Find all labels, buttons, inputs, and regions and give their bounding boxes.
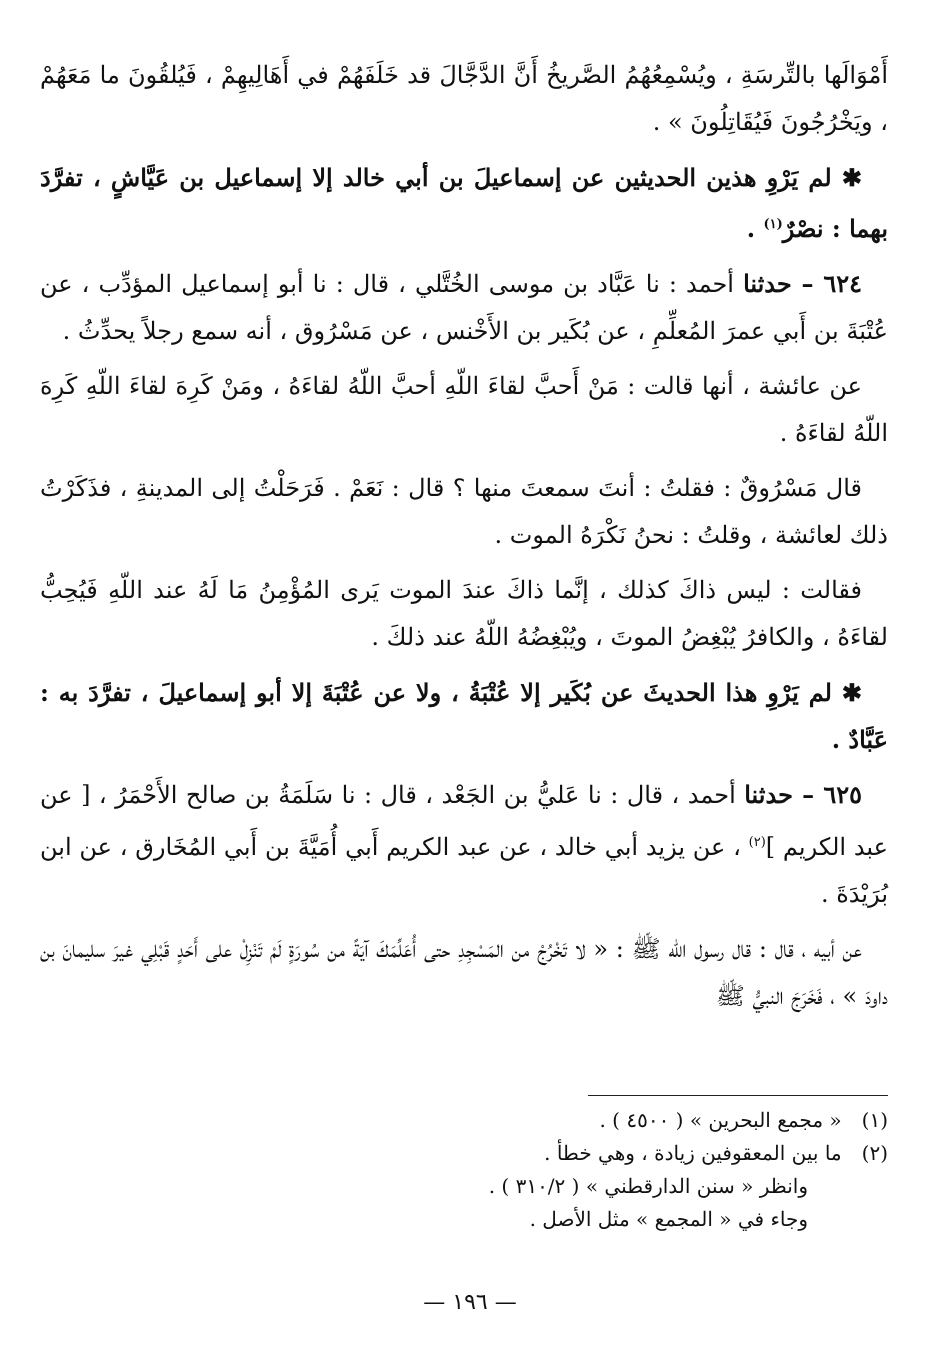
- footnote-ref-2: (٢): [748, 835, 766, 850]
- paragraph-9-text: عن أبيه ، قال : قال رسول الله ﷺ : « لا تَخْرُجْ من المَسْجِدِ حتى أُعَلِّمَكَ آيَةً من سُورَةٍ لَمْ تَنْزِلْ على أَحَدٍ قَبْلِي غيرَ سليمانَ بن داودَ » ، فَخَرَجَ النبيُّ ﷺ: [40, 935, 888, 1010]
- paragraph-1-text: أَمْوَالَها بالتِّرسَةِ ، ويُسْمِعُهُمُ الصَّريخُ أَنَّ الدَّجَّالَ قد خَلَفَهُمْ في أَهَالِيهِمْ ، فَيُلقُونَ ما مَعَهُمْ ، ويَخْرُجُونَ فَيُقَاتِلُونَ » .: [40, 61, 888, 136]
- paragraph-6: [40, 567, 888, 661]
- main-text: [40, 52, 888, 1028]
- paragraph-7-note: [40, 669, 888, 763]
- footnote-2: [108, 1137, 888, 1170]
- paragraph-2-note: [40, 154, 888, 252]
- paragraph-7-text: لم يَرْوِ هذا الحديثَ عن بُكَير إلا عُتْبَةُ ، ولا عن عُتْبَةَ إلا أبو إسماعيلَ ، تفرَّدَ به : عَبَّادٌ .: [40, 678, 888, 754]
- hadith-624-isnad: أحمد : نا عَبَّاد بن موسى الخُتَّلي ، قال : نا أبو إسماعيل المؤدِّب ، عن عُتْبَةَ بن أَبي عمرَ المُعلِّمِ ، عن بُكَير بن الأَخْنس ، عن مَسْرُوق ، أنه سمع رجلاً يحدِّثُ .: [40, 270, 888, 345]
- paragraph-5: [40, 465, 888, 559]
- star-icon: ✱: [841, 163, 863, 192]
- footnote-1-text: « مجمع البحرين » ( ٤٥٠٠ ) .: [599, 1108, 842, 1132]
- footnote-1: [108, 1104, 888, 1137]
- footnote-divider: [588, 1095, 888, 1096]
- footnotes: [108, 1104, 888, 1236]
- footnote-2-number: (٢): [861, 1141, 888, 1165]
- hadith-624: [40, 260, 888, 355]
- footnote-2-line-3: وجاء في « المجمع » مثل الأصل .: [529, 1207, 808, 1231]
- paragraph-4: [40, 363, 888, 457]
- paragraph-2-end: .: [746, 214, 756, 243]
- paragraph-6-text: فقالت : ليس ذاكَ كذلك ، إنَّما ذاكَ عندَ الموت يَرى المُؤْمِنُ مَا لَهُ عند اللّهِ فَيُحِبُّ لقاءَهُ ، والكافرُ يُبْغِضُ الموتَ ، ويُبْغِضُهُ اللّهُ عند ذلكَ .: [40, 576, 888, 651]
- hadith-625-number: ٦٢٥ – حدثنا: [744, 780, 862, 809]
- page-number: — ١٩٦ —: [423, 1290, 517, 1315]
- paragraph-5-text: قال مَسْرُوقٌ : فقلتُ : أنتَ سمعتَ منها ؟ قال : نَعَمْ . فَرَحَلْتُ إلى المدينةِ ، فذَكَرْتُ ذلك لعائشة ، وقلتُ : نحنُ نَكْرَهُ الموت .: [40, 474, 888, 549]
- star-icon: ✱: [841, 678, 862, 707]
- footnote-1-number: (١): [861, 1108, 888, 1132]
- footnote-2-text: ما بين المعقوفين زيادة ، وهي خطأ .: [544, 1141, 842, 1165]
- hadith-625: [40, 771, 888, 918]
- footnote-2-line-2: وانظر « سنن الدارقطني » ( ٣١٠/٢ ) .: [488, 1174, 808, 1198]
- paragraph-1: [40, 52, 888, 146]
- footnote-ref-1: (١): [763, 217, 783, 232]
- paragraph-4-text: عن عائشة ، أنها قالت : مَنْ أَحبَّ لقاءَ اللّهِ أحبَّ اللّهُ لقاءَهُ ، ومَنْ كَرِهَ لقاءَ اللّهِ كَرِهَ اللّهُ لقاءَهُ .: [40, 372, 888, 447]
- hadith-624-number: ٦٢٤ – حدثنا: [743, 269, 862, 298]
- paragraph-2-text: لم يَرْوِ هذين الحديثين عن إسماعيلَ بن أبي خالد إلا إسماعيل بن عَيَّاشٍ ، تفرَّدَ بهما : نصْرٌ: [40, 163, 888, 243]
- hadith-625-isnad-a: أحمد ، قال : نا عَليُّ بن الجَعْد ، قال : نا سَلَمَةُ بن صالح الأَحْمَرُ ، [ عن عبد الكريم ]: [40, 781, 888, 861]
- hadith-625-isnad-b: ، عن يزيد أبي خالد ، عن عبد الكريم أَبي أُمَيَّةَ بن أَبي المُخَارق ، عن ابن بُرَيْدَةَ .: [40, 833, 888, 908]
- paragraph-9: [40, 926, 888, 1020]
